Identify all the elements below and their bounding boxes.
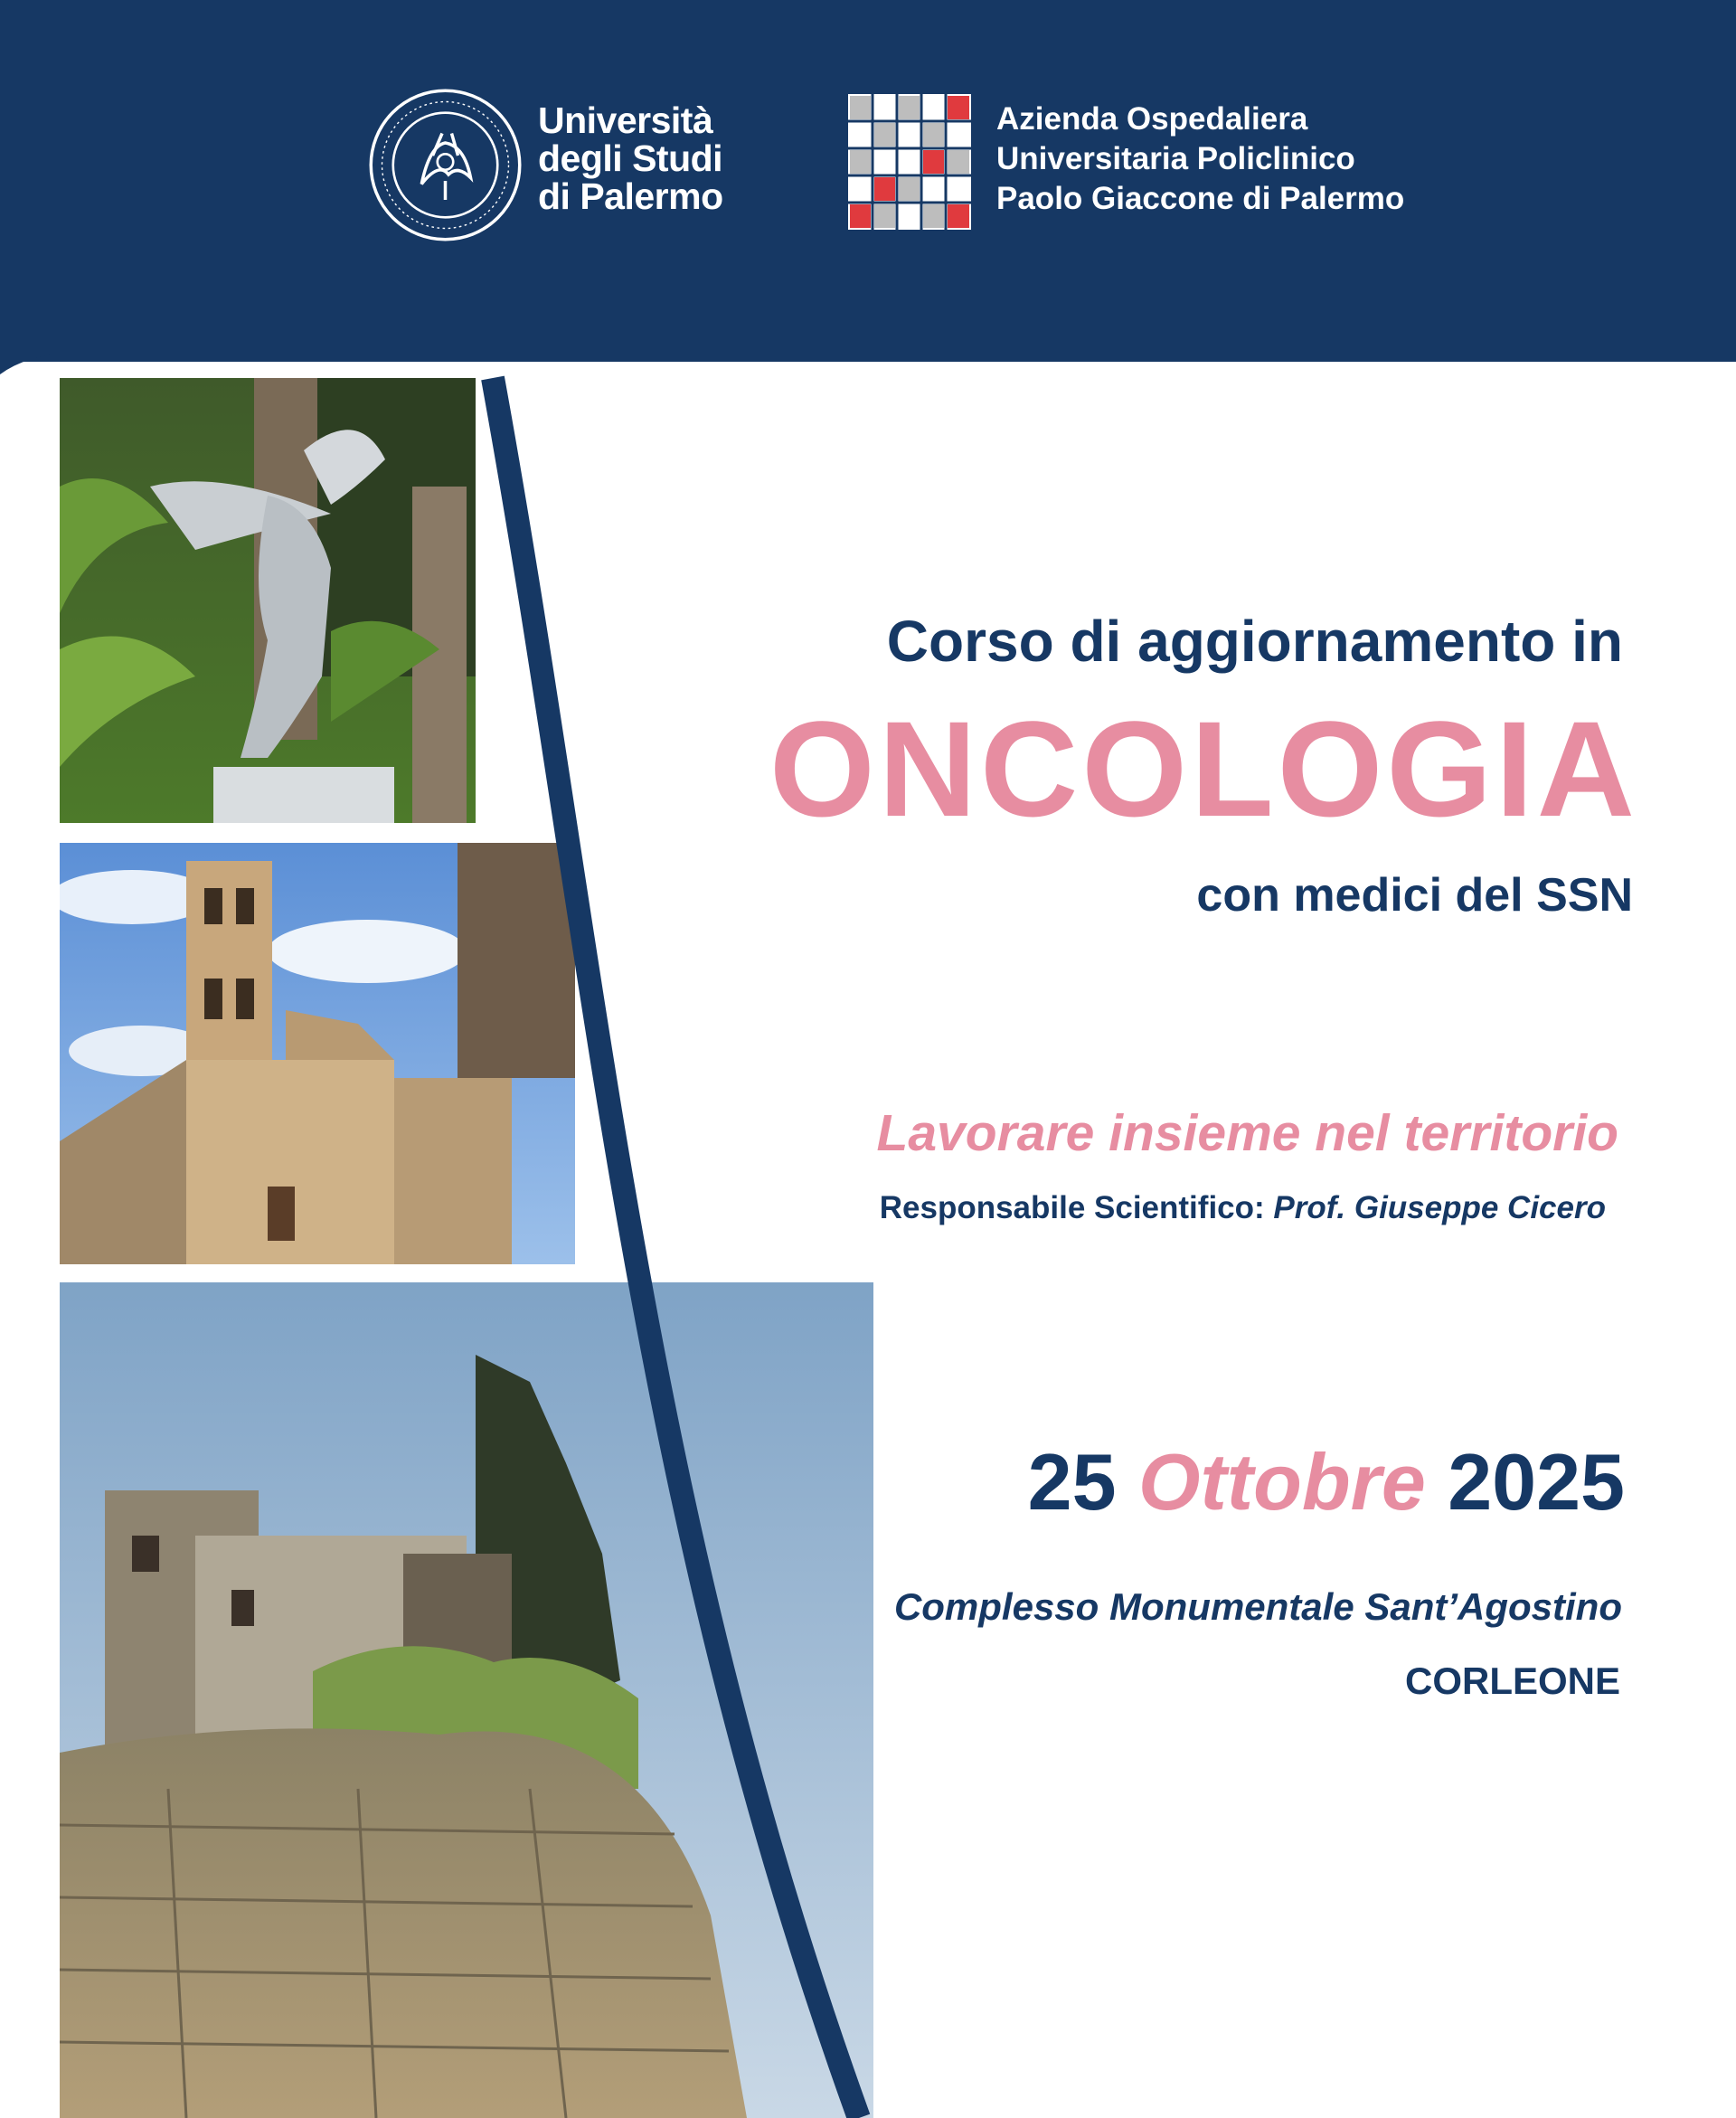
hospital-grid-logo-icon <box>848 94 971 230</box>
event-month: Ottobre <box>1138 1437 1426 1527</box>
event-city: CORLEONE <box>1404 1659 1620 1702</box>
university-seal-icon <box>366 86 524 244</box>
responsible-name: Prof. Giuseppe Cicero <box>1273 1190 1606 1225</box>
event-venue: Complesso Monumentale Sant’Agostino <box>893 1585 1622 1628</box>
header-curve-accent <box>0 353 72 374</box>
course-title-suffix: con medici del SSN <box>1196 869 1633 922</box>
university-line-2: degli Studi <box>538 137 723 179</box>
course-title-main: ONCOLOGIA <box>769 693 1638 845</box>
university-line-3: di Palermo <box>538 175 723 217</box>
course-subtitle: Lavorare insieme nel territorio <box>876 1104 1618 1162</box>
event-year: 2025 <box>1448 1437 1625 1527</box>
hospital-line-3: Paolo Giaccone di Palermo <box>996 181 1405 216</box>
responsible-label: Responsabile Scientifico: <box>879 1190 1265 1225</box>
photo-church-tower <box>60 843 575 1264</box>
university-name <box>538 101 723 215</box>
course-title-prefix: Corso di aggiornamento in <box>886 609 1623 674</box>
hospital-line-2: Universitaria Policlinico <box>996 141 1355 176</box>
scientific-responsible <box>880 1190 1606 1226</box>
photo-angel-statue <box>60 378 476 823</box>
photo-cliff-building <box>60 1282 873 2118</box>
event-day: 25 <box>1027 1437 1117 1527</box>
event-date <box>1028 1436 1625 1528</box>
hospital-line-1: Azienda Ospedaliera <box>996 101 1308 137</box>
hospital-name <box>996 99 1404 219</box>
university-line-1: Università <box>538 99 713 141</box>
